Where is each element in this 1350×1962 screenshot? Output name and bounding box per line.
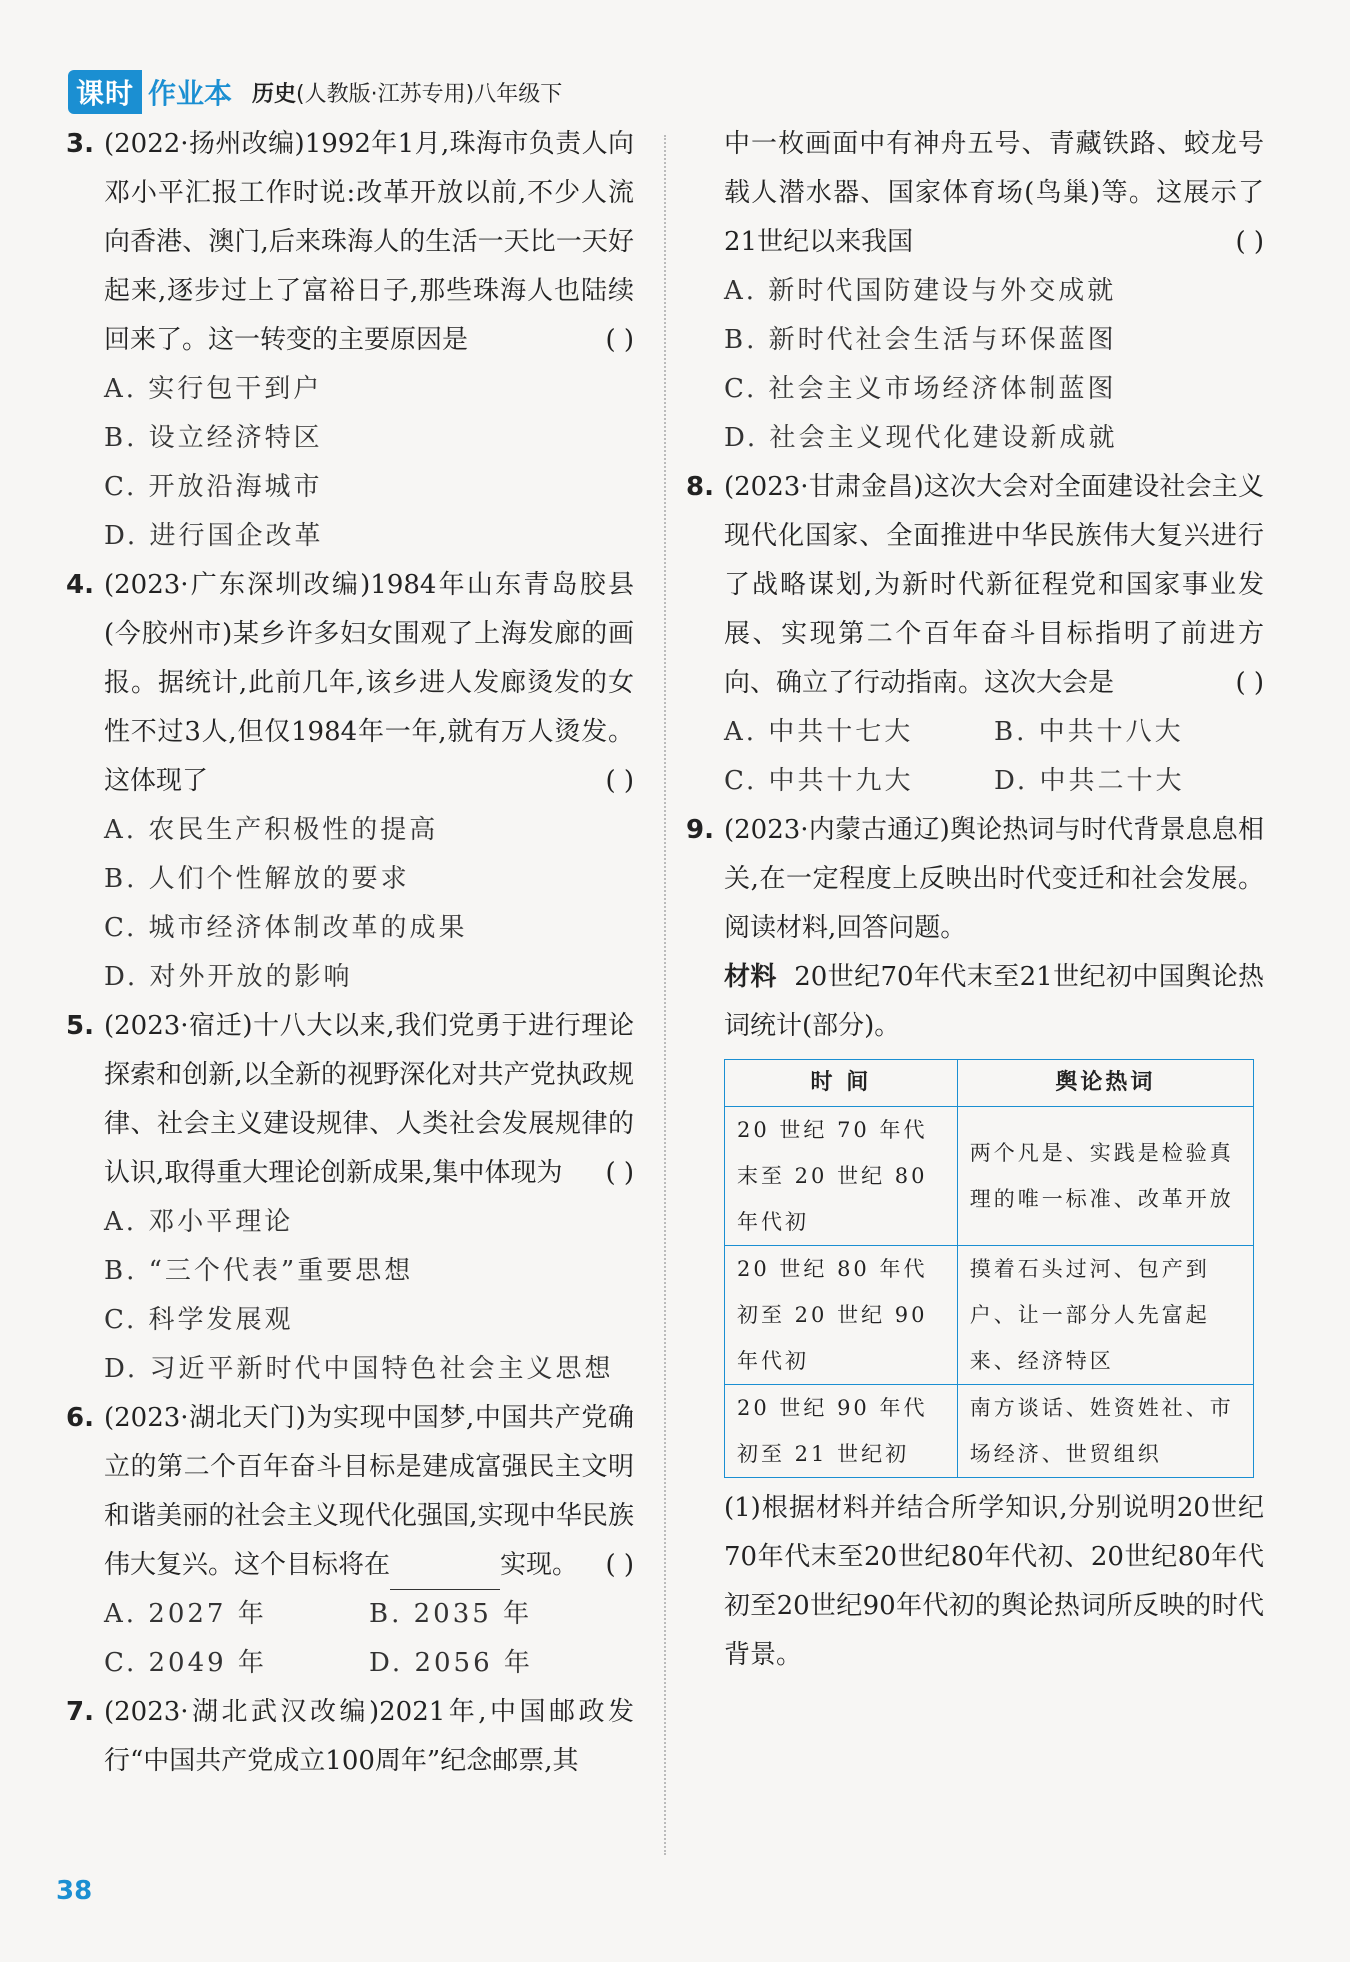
- option-c[interactable]: C. 中共十九大: [724, 766, 914, 796]
- sub-question-1: (1)根据材料并结合所学知识,分别说明20世纪70年代末至20世纪80年代初、20世纪80年代初至20世纪90年代初的舆论热词所反映的时代背景。: [724, 1493, 1264, 1670]
- book-logo: [68, 70, 232, 114]
- question-text: (2023·湖北天门)为实现中国梦,中国共产党确立的第二个百年奋斗目标是建成富强民主文明和谐美丽的社会主义现代化强国,实现中华民族伟大复兴。这个目标将在 实现。 ( ): [66, 1394, 634, 1590]
- option-c[interactable]: C. 2049 年: [104, 1648, 267, 1678]
- table-wrap: [686, 1059, 1264, 1478]
- option-b[interactable]: B. 2035 年: [369, 1599, 533, 1629]
- table-row: [725, 1246, 1254, 1385]
- option-c[interactable]: C. 社会主义市场经济体制蓝图: [724, 374, 1117, 404]
- question-6: [66, 1394, 634, 1688]
- option-a[interactable]: A. 邓小平理论: [104, 1207, 294, 1237]
- fill-blank[interactable]: [390, 1557, 500, 1590]
- question-8: [686, 463, 1264, 806]
- answer-paren[interactable]: ( ): [605, 1550, 634, 1580]
- question-number: 9.: [686, 815, 714, 845]
- question-number: 4.: [66, 570, 94, 600]
- question-number: 6.: [66, 1403, 94, 1433]
- option-a[interactable]: A. 中共十七大: [724, 717, 914, 747]
- question-number: 7.: [66, 1697, 94, 1727]
- question-text: (2023·广东深圳改编)1984年山东青岛胶县(今胶州市)某乡许多妇女围观了上海发廊的画报。据统计,此前几年,该乡进人发廊烫发的女性不过3人,但仅1984年一年,就有万人烫发。这体现了 ( ): [66, 561, 634, 806]
- table-header: 舆论热词: [957, 1060, 1253, 1107]
- subject-title: [252, 77, 562, 108]
- option-row: [66, 1590, 634, 1639]
- left-column: [66, 120, 634, 1786]
- question-text-start: (2023·湖北武汉改编)2021年,中国邮政发行“中国共产党成立100周年”纪念邮票,其: [104, 1697, 634, 1776]
- option-b[interactable]: B. 人们个性解放的要求: [104, 864, 410, 894]
- subject-edition: (人教版·江苏专用)八年级下: [296, 81, 563, 107]
- question-7: [66, 1688, 634, 1786]
- option-a[interactable]: A. 实行包干到户: [104, 374, 323, 404]
- option-b[interactable]: B. “三个代表”重要思想: [104, 1256, 414, 1286]
- option-c[interactable]: C. 开放沿海城市: [104, 472, 323, 502]
- option-d[interactable]: D. 进行国企改革: [104, 521, 324, 551]
- material-label: 材料: [724, 962, 777, 992]
- table-header-row: [725, 1060, 1254, 1107]
- question-text: (2023·甘肃金昌)这次大会对全面建设社会主义现代化国家、全面推进中华民族伟大复兴进行了战略谋划,为新时代新征程党和国家事业发展、实现第二个百年奋斗目标指明了前进方向、确立了行动指南。这次大会是 ( ): [686, 463, 1264, 708]
- question-text: (2023·内蒙古通辽)舆论热词与时代背景息息相关,在一定程度上反映出时代变迁和社会发展。阅读材料,回答问题。: [724, 815, 1264, 943]
- material: [686, 953, 1264, 1051]
- option-a[interactable]: A. 农民生产积极性的提高: [104, 815, 439, 845]
- material-text: 20世纪70年代末至21世纪初中国舆论热词统计(部分)。: [724, 962, 1264, 1041]
- table-cell: 20 世纪 90 年代初至 21 世纪初: [725, 1385, 958, 1478]
- table-cell: 20 世纪 70 年代末至 20 世纪 80 年代初: [725, 1107, 958, 1246]
- option-b[interactable]: B. 设立经济特区: [104, 423, 323, 453]
- question-9: [686, 806, 1264, 1680]
- answer-paren[interactable]: ( ): [1235, 668, 1264, 698]
- option-d[interactable]: D. 习近平新时代中国特色社会主义思想: [104, 1354, 614, 1384]
- table-row: [725, 1107, 1254, 1246]
- answer-paren[interactable]: ( ): [605, 766, 634, 796]
- header: [68, 72, 562, 112]
- answer-paren[interactable]: ( ): [1235, 227, 1264, 257]
- option-a[interactable]: A. 2027 年: [104, 1599, 267, 1629]
- question-text: (2022·扬州改编)1992年1月,珠海市负责人向邓小平汇报工作时说:改革开放以前,不少人流向香港、澳门,后来珠海人的生活一天比一天好起来,逐步过上了富裕日子,那些珠海人也陆续回来了。这一转变的主要原因是 ( ): [66, 120, 634, 365]
- option-d[interactable]: D. 2056 年: [369, 1648, 533, 1678]
- table-header: 时 间: [725, 1060, 958, 1107]
- option-row: [686, 757, 1264, 806]
- option-d[interactable]: D. 对外开放的影响: [104, 962, 353, 992]
- logo-box: 课时: [68, 70, 142, 114]
- option-d[interactable]: D. 社会主义现代化建设新成就: [724, 423, 1118, 453]
- question-4: [66, 561, 634, 1002]
- table-cell: 两个凡是、实践是检验真理的唯一标准、改革开放: [957, 1107, 1253, 1246]
- option-a[interactable]: A. 新时代国防建设与外交成就: [724, 276, 1117, 306]
- question-text-continued: 中一枚画面中有神舟五号、青藏铁路、蛟龙号载人潜水器、国家体育场(鸟巢)等。这展示了21世纪以来我国 ( ): [724, 120, 1264, 267]
- column-divider: [664, 135, 666, 1855]
- option-d[interactable]: D. 中共二十大: [994, 766, 1185, 796]
- option-c[interactable]: C. 科学发展观: [104, 1305, 294, 1335]
- question-3: [66, 120, 634, 561]
- answer-paren[interactable]: ( ): [605, 325, 634, 355]
- option-c[interactable]: C. 城市经济体制改革的成果: [104, 913, 468, 943]
- option-b[interactable]: B. 中共十八大: [994, 717, 1184, 747]
- page-number: 38: [56, 1876, 93, 1906]
- right-column: [686, 120, 1264, 1680]
- table-row: [725, 1385, 1254, 1478]
- option-row: [66, 1639, 634, 1688]
- table-cell: 20 世纪 80 年代初至 20 世纪 90 年代初: [725, 1246, 958, 1385]
- question-5: [66, 1002, 634, 1394]
- question-text: (2023·宿迁)十八大以来,我们党勇于进行理论探索和创新,以全新的视野深化对共产党执政规律、社会主义建设规律、人类社会发展规律的认识,取得重大理论创新成果,集中体现为 ( ): [66, 1002, 634, 1198]
- answer-paren[interactable]: ( ): [605, 1158, 634, 1188]
- question-number: 3.: [66, 129, 94, 159]
- hot-words-table: [724, 1059, 1254, 1478]
- option-b[interactable]: B. 新时代社会生活与环保蓝图: [724, 325, 1117, 355]
- logo-text: 作业本: [148, 77, 233, 110]
- question-number: 8.: [686, 472, 714, 502]
- table-cell: 南方谈话、姓资姓社、市场经济、世贸组织: [957, 1385, 1253, 1478]
- question-7-continued: [724, 120, 1264, 463]
- subject-name: 历史: [252, 81, 297, 107]
- question-number: 5.: [66, 1011, 94, 1041]
- option-row: [686, 708, 1264, 757]
- table-cell: 摸着石头过河、包产到户、让一部分人先富起来、经济特区: [957, 1246, 1253, 1385]
